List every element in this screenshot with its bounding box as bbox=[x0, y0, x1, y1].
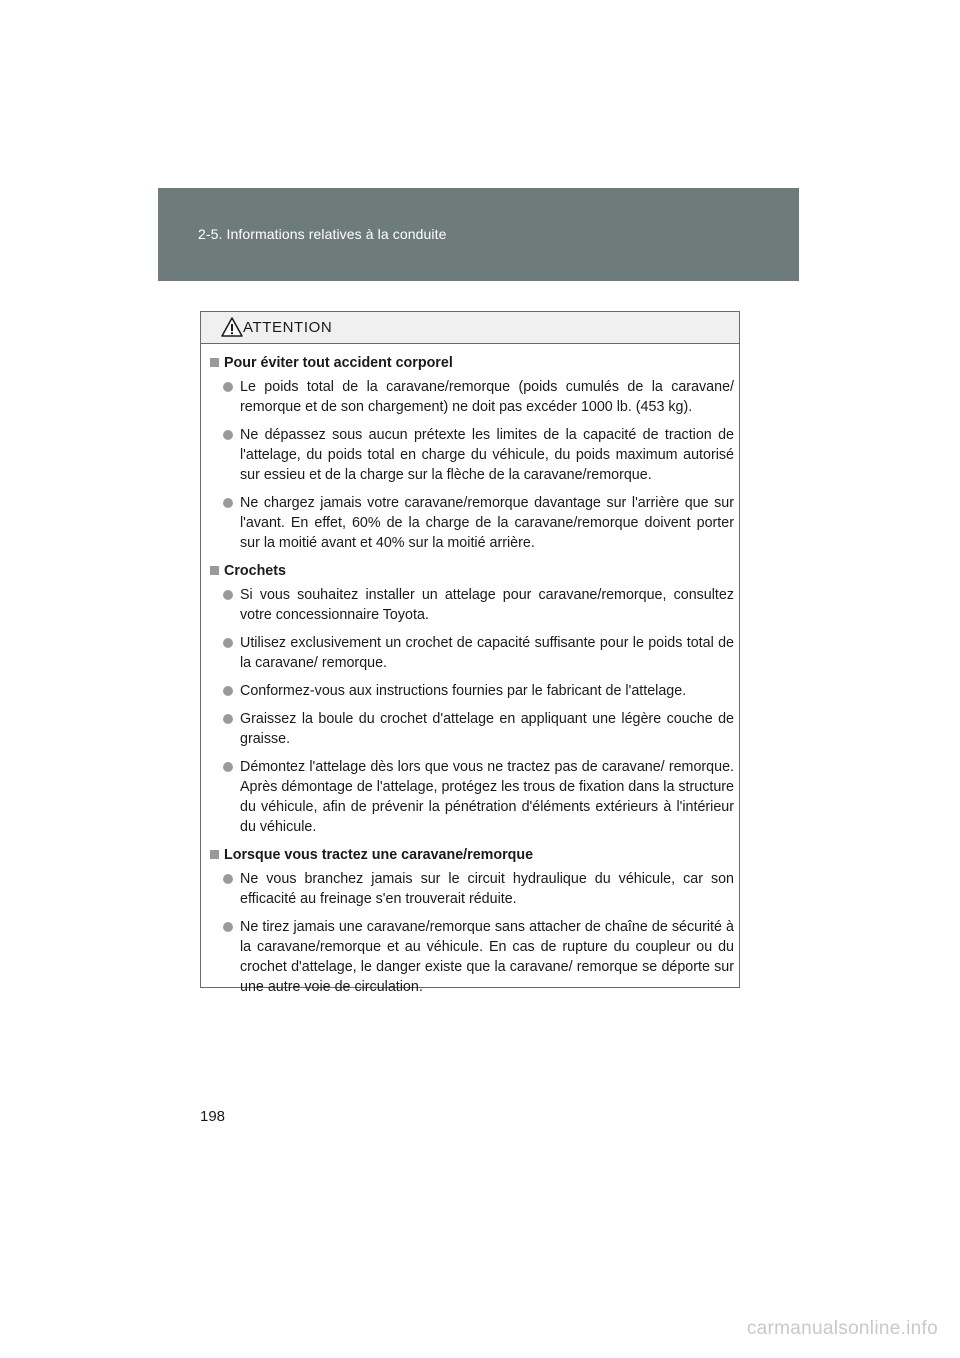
bullet-icon bbox=[223, 686, 233, 696]
list-item bbox=[210, 869, 734, 909]
warning-box bbox=[200, 311, 740, 995]
warning-group bbox=[210, 353, 734, 553]
group-heading bbox=[210, 353, 734, 373]
watermark[interactable]: carmanualsonline.info bbox=[746, 1318, 938, 1339]
list-item bbox=[210, 757, 734, 837]
list-item-text: Graissez la boule du crochet d'attelage en appliquant une légère couche de graisse. bbox=[240, 711, 734, 747]
list-item bbox=[210, 377, 734, 417]
list-item-text: Ne vous branchez jamais sur le circuit hydraulique du véhicule, car son efficacité au freinage s'en trouverait réduite. bbox=[240, 871, 734, 907]
list-item bbox=[210, 425, 734, 485]
list-item bbox=[210, 585, 734, 625]
bullet-icon bbox=[223, 874, 233, 884]
list-item-text: Si vous souhaitez installer un attelage pour caravane/remorque, consultez votre concessionnaire Toyota. bbox=[240, 587, 734, 623]
list-item bbox=[210, 493, 734, 553]
list-item-text: Ne tirez jamais une caravane/remorque sans attacher de chaîne de sécurité à la caravane/remorque et au véhicule. En cas de rupture du coupleur ou du crochet d'attelage, le danger existe que la caravane/ remorque se déporte sur une autre voie de circulation. bbox=[240, 919, 734, 995]
warning-group bbox=[210, 561, 734, 837]
group-heading-text: Crochets bbox=[224, 563, 286, 579]
list-item-text: Le poids total de la caravane/remorque (poids cumulés de la caravane/ remorque et de son chargement) ne doit pas excéder 1000 lb. (453 kg). bbox=[240, 379, 734, 415]
list-item-text: Démontez l'attelage dès lors que vous ne tractez pas de caravane/ remorque. Après démontage de l'attelage, protégez les trous de fixation dans la structure du véhicule, afin de prévenir la pénétration d'éléments extérieurs à l'intérieur du véhicule. bbox=[240, 759, 734, 835]
list-item-text: Conformez-vous aux instructions fournies par le fabricant de l'attelage. bbox=[240, 683, 687, 699]
list-item-text: Ne dépassez sous aucun prétexte les limites de la capacité de traction de l'attelage, du poids total en charge du véhicule, du poids maximum autorisé sur essieu et de la charge sur la flèche de la caravane/remorque. bbox=[240, 427, 734, 483]
group-heading-text: Pour éviter tout accident corporel bbox=[224, 355, 453, 371]
group-heading bbox=[210, 561, 734, 581]
square-bullet-icon bbox=[210, 566, 219, 575]
bullet-icon bbox=[223, 430, 233, 440]
bullet-icon bbox=[223, 922, 233, 932]
list-item bbox=[210, 709, 734, 749]
section-header-band bbox=[158, 188, 799, 281]
section-title: 2-5. Informations relatives à la conduite bbox=[198, 226, 447, 242]
bullet-icon bbox=[223, 498, 233, 508]
warning-header bbox=[201, 312, 739, 344]
warning-body bbox=[201, 344, 739, 997]
warning-title: ATTENTION bbox=[243, 319, 333, 336]
square-bullet-icon bbox=[210, 850, 219, 859]
page-number: 198 bbox=[200, 1108, 226, 1125]
warning-group bbox=[210, 845, 734, 997]
list-item bbox=[210, 917, 734, 997]
list-item-text: Ne chargez jamais votre caravane/remorque davantage sur l'arrière que sur l'avant. En effet, 60% de la charge de la caravane/remorque doivent porter sur la moitié avant et 40% sur la moitié arrière. bbox=[240, 495, 734, 551]
list-item bbox=[210, 681, 734, 701]
list-item bbox=[210, 633, 734, 673]
list-item-text: Utilisez exclusivement un crochet de capacité suffisante pour le poids total de la caravane/ remorque. bbox=[240, 635, 734, 671]
group-heading bbox=[210, 845, 734, 865]
bullet-icon bbox=[223, 714, 233, 724]
group-heading-text: Lorsque vous tractez une caravane/remorque bbox=[224, 847, 534, 863]
warning-triangle-icon bbox=[221, 317, 243, 337]
bullet-icon bbox=[223, 638, 233, 648]
bullet-icon bbox=[223, 762, 233, 772]
bullet-icon bbox=[223, 590, 233, 600]
square-bullet-icon bbox=[210, 358, 219, 367]
bullet-icon bbox=[223, 382, 233, 392]
